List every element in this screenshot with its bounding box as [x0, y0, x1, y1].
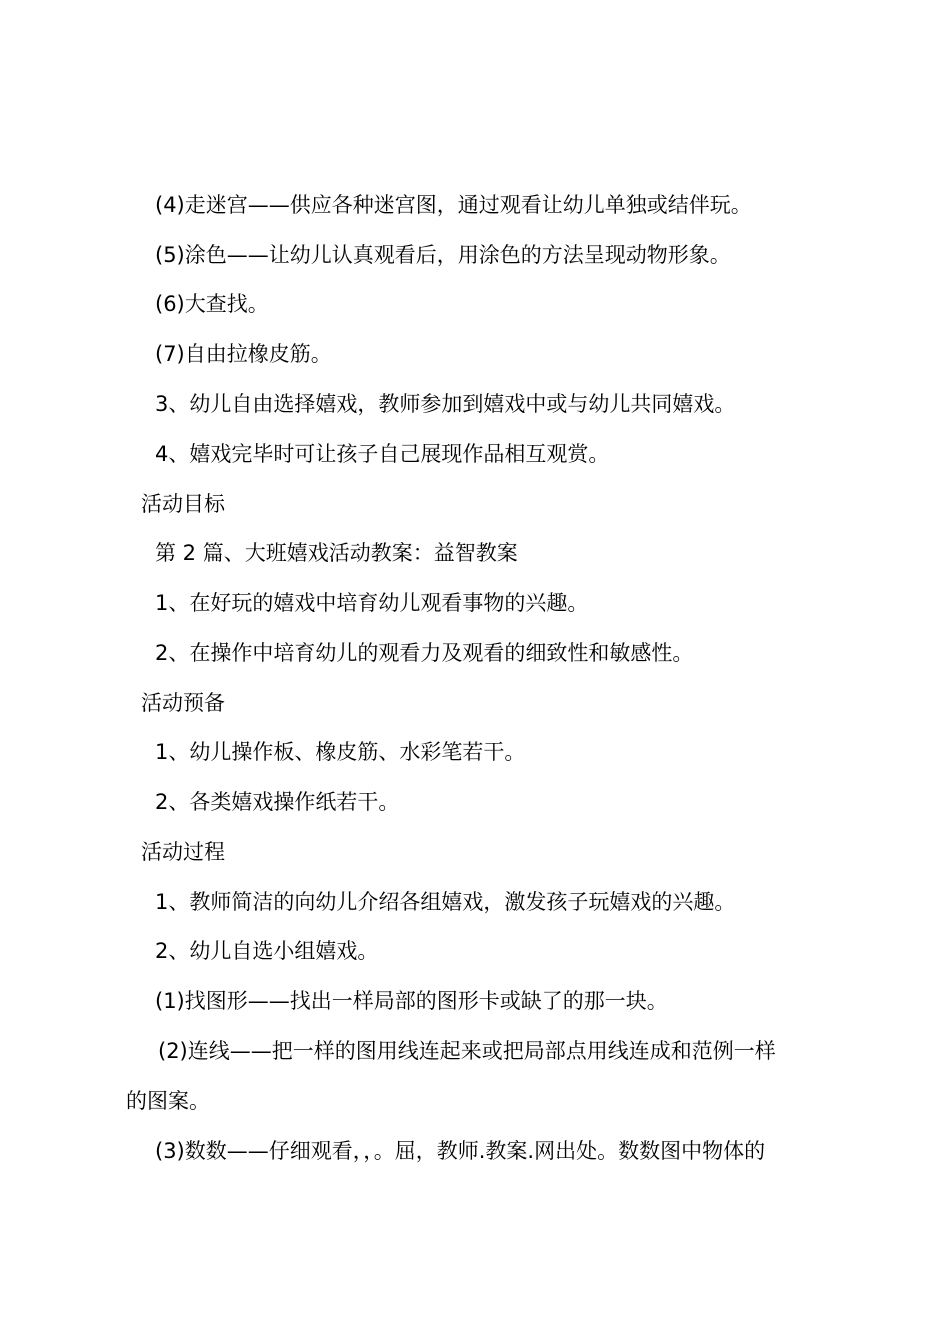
text-line: (4)走迷宫——供应各种迷宫图，通过观看让幼儿单独或结伴玩。 — [155, 193, 752, 217]
section-heading: 活动过程 — [141, 840, 225, 864]
text-line: (2)连线——把一样的图用线连起来或把局部点用线连成和范例一样 — [158, 1039, 776, 1063]
text-line: 1、在好玩的嬉戏中培育幼儿观看事物的兴趣。 — [155, 591, 589, 615]
section-heading: 活动目标 — [141, 492, 225, 516]
text-line: 2、幼儿自选小组嬉戏。 — [155, 939, 379, 963]
text-line: (7)自由拉橡皮筋。 — [155, 342, 332, 366]
text-line: 2、在操作中培育幼儿的观看力及观看的细致性和敏感性。 — [155, 641, 694, 665]
text-line: (6)大查找。 — [155, 292, 269, 316]
text-line: 1、幼儿操作板、橡皮筋、水彩笔若干。 — [155, 740, 526, 764]
text-line: (5)涂色——让幼儿认真观看后，用涂色的方法呈现动物形象。 — [155, 243, 731, 267]
section-heading: 活动预备 — [141, 691, 225, 715]
text-line: (1)找图形——找出一样局部的图形卡或缺了的那一块。 — [155, 989, 668, 1013]
text-line: 的图案。 — [126, 1089, 210, 1113]
text-line: 2、各类嬉戏操作纸若干。 — [155, 790, 400, 814]
text-line: 第 2 篇、大班嬉戏活动教案：益智教案 — [155, 541, 518, 565]
text-line: 1、教师简洁的向幼儿介绍各组嬉戏，激发孩子玩嬉戏的兴趣。 — [155, 890, 736, 914]
text-line: 3、幼儿自由选择嬉戏，教师参加到嬉戏中或与幼儿共同嬉戏。 — [155, 392, 736, 416]
text-line: 4、嬉戏完毕时可让孩子自己展现作品相互观赏。 — [155, 442, 610, 466]
text-line: (3)数数——仔细观看，，。屈，教师.教案.网出处。数数图中物体的 — [155, 1139, 766, 1163]
